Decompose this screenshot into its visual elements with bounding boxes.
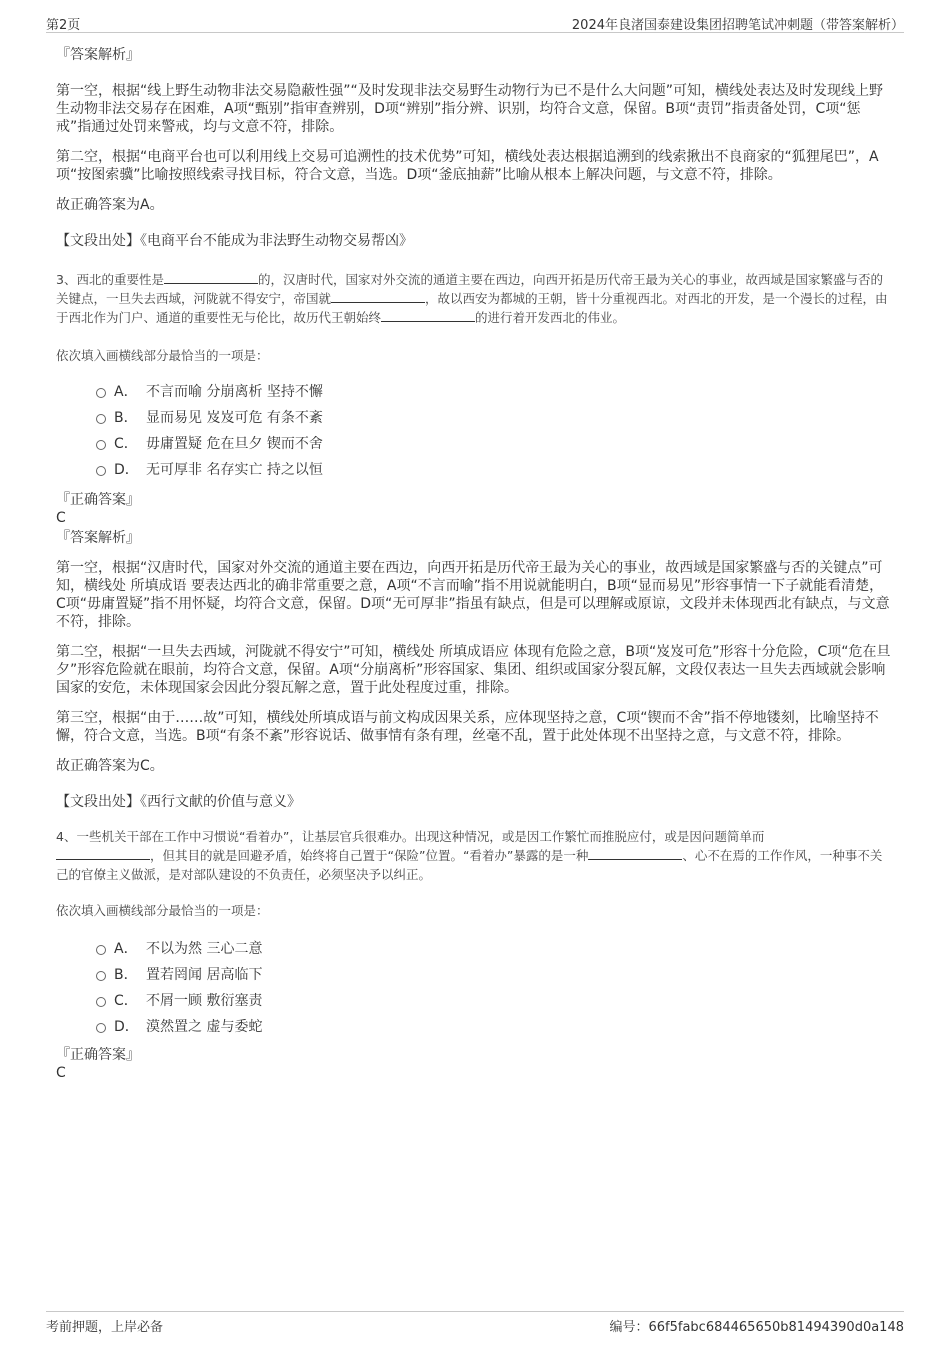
footer-slogan: 考前押题，上岸必备: [46, 1320, 164, 1335]
option-c[interactable]: C． 不屑一顾 敷衍塞责: [56, 988, 892, 1014]
option-d[interactable]: D． 漠然置之 虚与委蛇: [56, 1014, 892, 1040]
radio-icon[interactable]: [96, 971, 106, 981]
option-d[interactable]: D． 无可厚非 名存实亡 持之以恒: [56, 457, 892, 483]
radio-icon[interactable]: [96, 414, 106, 424]
question-3-text: 3、西北的重要性是 的，汉唐时代，国家对外交流的通道主要在西边，向西开拓是历代帝王最为关心的事业，故西域是国家繁盛与否的关键点，一旦失去西域，河陇就不得安宁，帝国就 ，故以西安为都城的王朝，皆十分重视西北。对西北的开发，是一个漫长的过程，由于西北作为门户、通道的重要性无与伦比，故历代王朝始终 的进行着开发西北的伟业。: [56, 272, 888, 325]
radio-icon[interactable]: [96, 466, 106, 476]
option-a[interactable]: A． 不言而喻 分崩离析 坚持不懈: [56, 379, 892, 405]
page-content: [56, 42, 892, 1082]
correct-answer: C: [56, 510, 66, 526]
question-hint: 依次填入画横线部分最恰当的一项是：: [56, 348, 269, 363]
analysis-paragraph: 第二空，根据“一旦失去西域，河陇就不得安宁”可知，横线处 所填成语应 体现有危险之意，B项“岌岌可危”形容十分危险，C项“危在旦夕”形容危险就在眼前，均符合文意，保留。A项“分崩离析”形容国家、集团、组织或国家分裂瓦解，文段仅表达一旦失去西域就会影响国家的安危，未体现国家会因此分裂瓦解之意，置于此处程度过重，排除。: [56, 644, 891, 696]
option-c[interactable]: C． 毋庸置疑 危在旦夕 锲而不舍: [56, 431, 892, 457]
option-b[interactable]: B． 显而易见 岌岌可危 有条不紊: [56, 405, 892, 431]
page-footer: [46, 1311, 904, 1334]
radio-icon[interactable]: [96, 440, 106, 450]
question-3-options: [56, 379, 892, 483]
option-b[interactable]: B． 置若罔闻 居高临下: [56, 962, 892, 988]
page-header: [46, 10, 904, 33]
source-citation: 【文段出处】《电商平台不能成为非法野生动物交易帮凶》: [56, 233, 413, 249]
question-4-text: 4、一些机关干部在工作中习惯说“看着办”，让基层官兵很难办。出现这种情况，或是因工作繁忙而推脱应付，或是因问题简单而 ，但其目的就是回避矛盾，始终将自己置于“保险”位置。“看着办”暴露的是一种 、心不在焉的工作作风，一种事不关己的官僚主义做派，是对部队建设的不负责任，必须坚决予以纠正。: [56, 829, 883, 882]
analysis-paragraph: 第三空，根据“由于……故”可知，横线处所填成语与前文构成因果关系，应体现坚持之意，C项“锲而不舍”指不停地镂刻，比喻坚持不懈，符合文意，当选。B项“有条不紊”形容说话、做事情有条有理，丝毫不乱，置于此处体现不出坚持之意，与文意不符，排除。: [56, 710, 879, 744]
page-number: 第2页: [46, 18, 81, 33]
correct-answer-label: 『正确答案』: [56, 1047, 140, 1063]
correct-answer-label: 『正确答案』: [56, 492, 140, 508]
document-code: 编号：66f5fabc684465650b81494390d0a148: [609, 1320, 904, 1335]
conclusion: 故正确答案为C。: [56, 758, 164, 774]
radio-icon[interactable]: [96, 388, 106, 398]
analysis-label: 『答案解析』: [56, 530, 140, 546]
answer-blank: [381, 309, 475, 322]
analysis-paragraph: 第一空，根据“汉唐时代，国家对外交流的通道主要在西边，向西开拓是历代帝王最为关心的事业，故西域是国家繁盛与否的关键点”可知，横线处 所填成语 要表达西北的确非常重要之意，A项“不言而喻”指不用说就能明白，B项“显而易见”形容事情一下子就能看清楚，C项“毋庸置疑”指不用怀疑，均符合文意，保留。D项“无可厚非”指虽有缺点，但是可以理解或原谅，文段并未体现西北有缺点，与文意不符，排除。: [56, 560, 890, 630]
answer-blank: [164, 271, 258, 284]
analysis-paragraph: 第二空，根据“电商平台也可以利用线上交易可追溯性的技术优势”可知，横线处表达根据追溯到的线索揪出不良商家的“狐狸尾巴”，A项“按图索骥”比喻按照线索寻找目标，符合文意，当选。D项“釜底抽薪”比喻从根本上解决问题，与文意不符，排除。: [56, 149, 879, 183]
analysis-label: 『答案解析』: [56, 47, 140, 63]
radio-icon[interactable]: [96, 945, 106, 955]
analysis-paragraph: 第一空，根据“线上野生动物非法交易隐蔽性强”“及时发现非法交易野生动物行为已不是什么大问题”可知，横线处表达及时发现线上野生动物非法交易存在困难，A项“甄别”指审查辨别，D项“辨别”指分辨、识别，均符合文意，保留。B项“责罚”指责备处罚，C项“惩戒”指通过处罚来警戒，均与文意不符，排除。: [56, 83, 884, 135]
question-hint: 依次填入画横线部分最恰当的一项是：: [56, 903, 269, 918]
question-4-options: [56, 936, 892, 1040]
answer-blank: [588, 847, 682, 860]
answer-blank: [56, 847, 150, 860]
source-citation: 【文段出处】《西行文献的价值与意义》: [56, 794, 301, 810]
radio-icon[interactable]: [96, 997, 106, 1007]
conclusion: 故正确答案为A。: [56, 197, 164, 213]
correct-answer: C: [56, 1065, 66, 1081]
document-title: 2024年良渚国泰建设集团招聘笔试冲刺题（带答案解析）: [571, 18, 904, 33]
option-a[interactable]: A． 不以为然 三心二意: [56, 936, 892, 962]
answer-blank: [331, 290, 425, 303]
radio-icon[interactable]: [96, 1023, 106, 1033]
